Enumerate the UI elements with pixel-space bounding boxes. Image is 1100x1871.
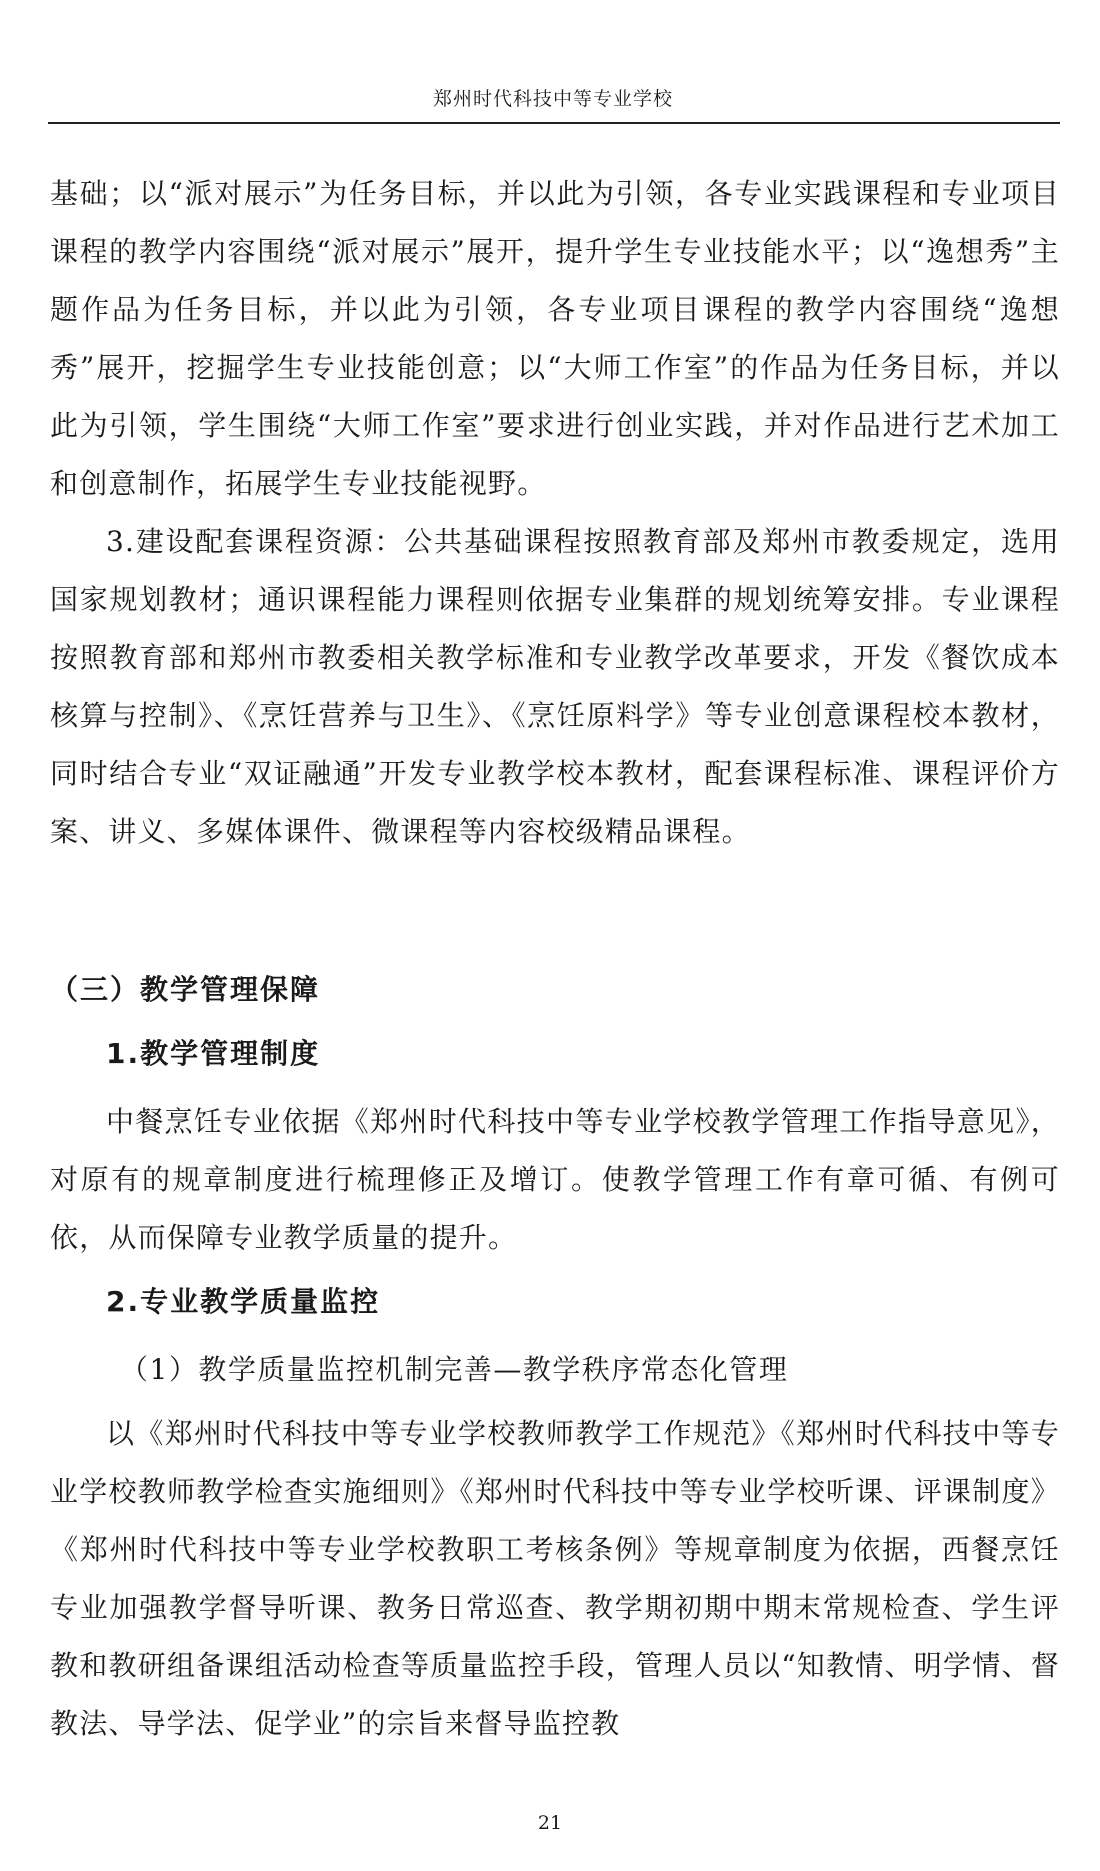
paragraph-1: 基础；以“派对展示”为任务目标，并以此为引领，各专业实践课程和专业项目课程的教学内容围绕“派对展示”展开，提升学生专业技能水平；以“逸想秀”主题作品为任务目标，并以此为引领，各专业项目课程的教学内容围绕“逸想秀”展开，挖掘学生专业技能创意；以“大师工作室”的作品为任务目标，并以此为引领，学生围绕“大师工作室”要求进行创业实践，并对作品进行艺术加工和创意制作，拓展学生专业技能视野。: [50, 177, 1060, 500]
subsection-heading-2: 2.专业教学质量监控: [106, 1285, 381, 1318]
subsection-heading-1: 1.教学管理制度: [106, 1037, 321, 1070]
body-content: [50, 165, 1060, 1753]
section-heading: （三）教学管理保障: [50, 973, 321, 1006]
paragraph-3: 中餐烹饪专业依据《郑州时代科技中等专业学校教学管理工作指导意见》，对原有的规章制度进行梳理修正及增订。使教学管理工作有章可循、有例可依，从而保障专业教学质量的提升。: [50, 1105, 1060, 1254]
page-number: 21: [537, 1812, 563, 1834]
header-divider: [48, 122, 1060, 124]
page-header-title: 郑州时代科技中等专业学校: [432, 88, 673, 110]
subsection-heading-2-1: （1）教学质量监控机制完善—教学秩序常态化管理: [120, 1353, 789, 1386]
paragraph-2: 3.建设配套课程资源：公共基础课程按照教育部及郑州市教委规定，选用国家规划教材；通识课程能力课程则依据专业集群的规划统筹安排。专业课程按照教育部和郑州市教委相关教学标准和专业教学改革要求，开发《餐饮成本核算与控制》、《烹饪营养与卫生》、《烹饪原料学》等专业创意课程校本教材，同时结合专业“双证融通”开发专业教学校本教材，配套课程标准、课程评价方案、讲义、多媒体课件、微课程等内容校级精品课程。: [50, 525, 1060, 848]
paragraph-4: 以《郑州时代科技中等专业学校教师教学工作规范》《郑州时代科技中等专业学校教师教学检查实施细则》《郑州时代科技中等专业学校听课、评课制度》《郑州时代科技中等专业学校教职工考核条例》等规章制度为依据，西餐烹饪专业加强教学督导听课、教务日常巡查、教学期初期中期末常规检查、学生评教和教研组备课组活动检查等质量监控手段，管理人员以“知教情、明学情、督教法、导学法、促学业”的宗旨来督导监控教: [50, 1417, 1060, 1740]
